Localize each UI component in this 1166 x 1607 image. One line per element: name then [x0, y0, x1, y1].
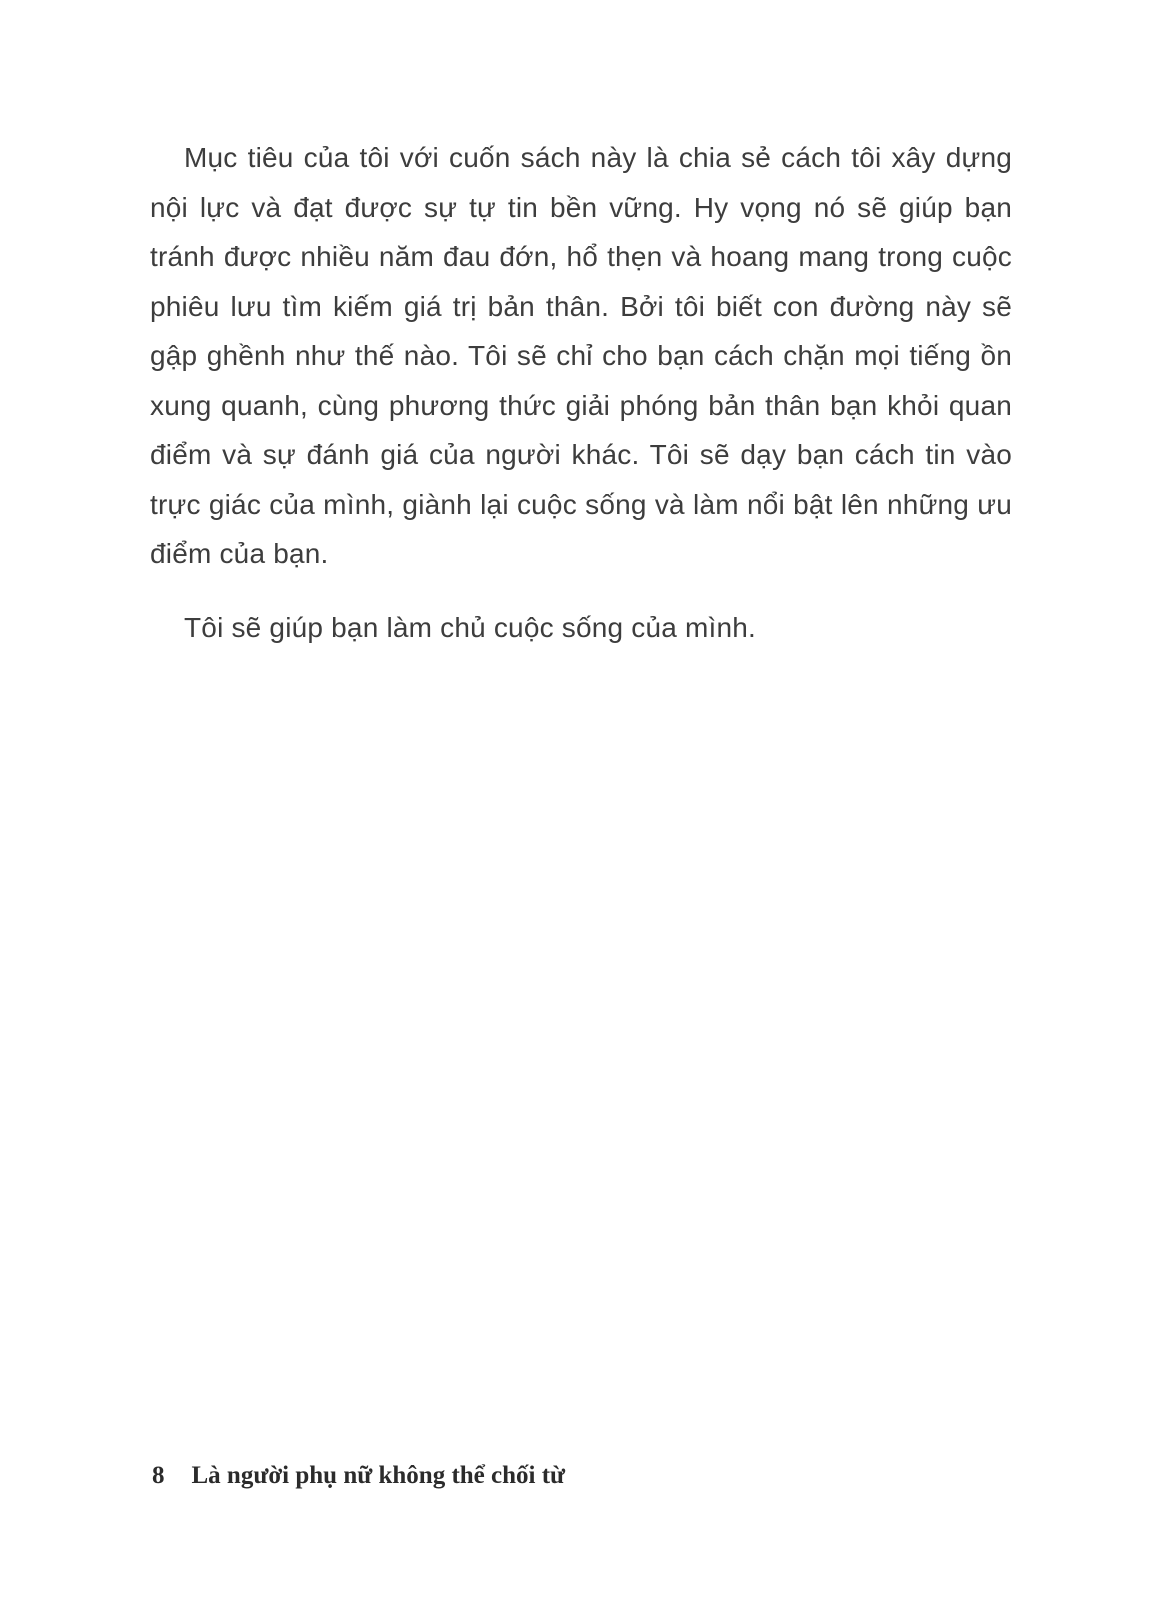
paragraph: Tôi sẽ giúp bạn làm chủ cuộc sống của mình.: [184, 611, 757, 643]
page-number: 8: [152, 1462, 165, 1489]
book-title: Là người phụ nữ không thể chối từ: [191, 1462, 566, 1489]
page-footer: [152, 1462, 565, 1490]
paragraph: Mục tiêu của tôi với cuốn sách này là chia sẻ cách tôi xây dựng nội lực và đạt được sự tự tin bền vững. Hy vọng nó sẽ giúp bạn tránh được nhiều năm đau đớn, hổ thẹn và hoang mang trong cuộc phiêu lưu tìm kiếm giá trị bản thân. Bởi tôi biết con đường này sẽ gập ghềnh như thế nào. Tôi sẽ chỉ cho bạn cách chặn mọi tiếng ồn xung quanh, cùng phương thức giải phóng bản thân bạn khỏi quan điểm và sự đánh giá của người khác. Tôi sẽ dạy bạn cách tin vào trực giác của mình, giành lại cuộc sống và làm nổi bật lên những ưu điểm của bạn.: [150, 142, 1012, 569]
body-text: [150, 133, 1012, 676]
